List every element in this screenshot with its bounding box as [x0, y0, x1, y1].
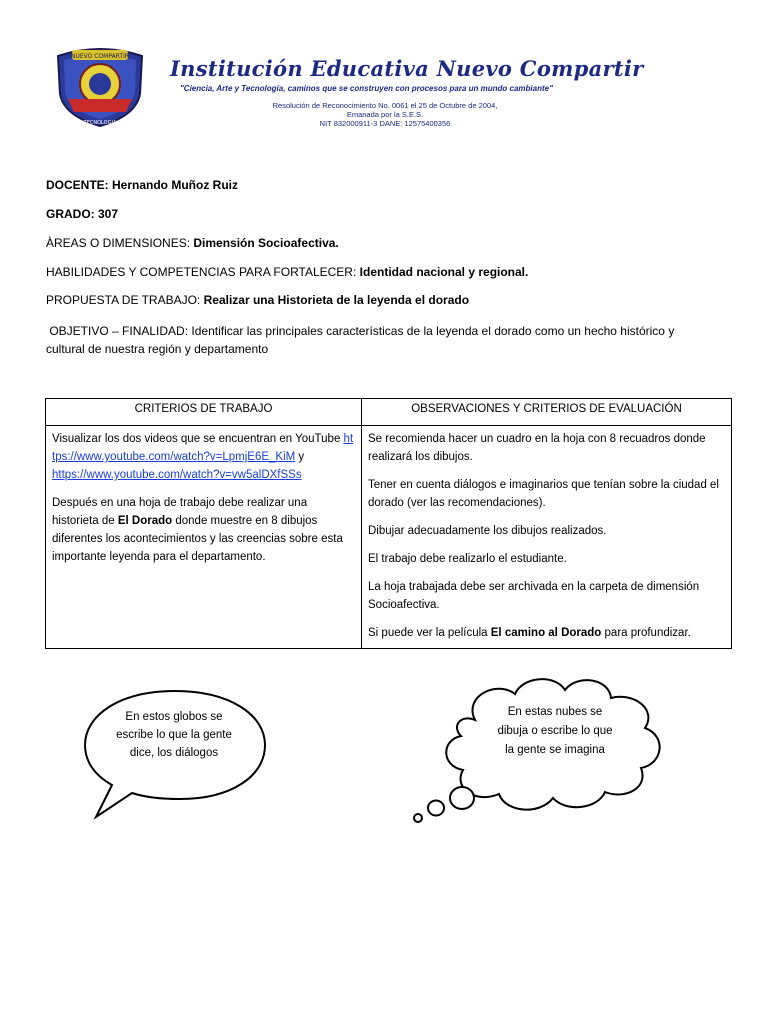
observaciones-cell — [362, 426, 732, 649]
speech-bubble-text: En estos globos se escribe lo que la gente dice, los diálogos — [116, 711, 232, 759]
historieta-text-b: donde muestre en 8 dibujos diferentes los acontecimientos y las creencias sobre esta importante leyenda para el departamento. — [52, 515, 343, 563]
propuesta-label: PROPUESTA DE TRABAJO: — [46, 293, 201, 307]
observation-item: El trabajo debe realizarlo el estudiante. — [368, 553, 567, 565]
table-header-row — [46, 399, 732, 426]
areas-value: Dimensión Socioafectiva. — [193, 236, 339, 250]
habilidades-line — [46, 265, 528, 280]
areas-label: ÀREAS O DIMENSIONES: — [46, 236, 191, 250]
observation-item: Se recomienda hacer un cuadro en la hoja con 8 recuadros donde realizará los dibujos. — [368, 433, 706, 463]
observation-item-movie — [368, 624, 725, 642]
observaciones-header: OBSERVACIONES Y CRITERIOS DE EVALUACIÓN — [362, 399, 732, 426]
grado-line: GRADO: 307 — [46, 207, 119, 221]
observation-item: Tener en cuenta diálogos e imaginarios que tenían sobre la ciudad el dorado (ver las recomendaciones). — [368, 479, 719, 509]
table-row — [46, 426, 732, 649]
criteria-table — [45, 398, 732, 649]
habilidades-label: HABILIDADES Y COMPETENCIAS PARA FORTALECER: — [46, 265, 357, 279]
objetivo-label: OBJETIVO – FINALIDAD: — [49, 324, 189, 338]
objetivo-line — [46, 322, 706, 358]
logo-top-text: NUEVO COMPARTIR — [70, 53, 130, 60]
institution-motto: "Ciencia, Arte y Tecnología, caminos que se construyen con procesos para un mundo cambiante" — [180, 84, 553, 93]
institution-name: Institución Educativa Nuevo Compartir — [170, 56, 644, 81]
institution-logo — [50, 44, 150, 128]
and-text: y — [298, 451, 305, 463]
emanada-line: Emanada por la S.E.S. — [346, 110, 424, 119]
propuesta-value: Realizar una Historieta de la leyenda el dorado — [203, 293, 470, 307]
movie-text-b: para profundizar. — [604, 627, 691, 639]
areas-line — [46, 236, 339, 251]
historieta-text-a: Después en una hoja de trabajo debe realizar una historieta de — [52, 497, 308, 527]
criterios-header: CRITERIOS DE TRABAJO — [46, 399, 362, 426]
nit-line: NIT 832000911-3 DANE: 12575400356 — [319, 119, 451, 128]
resolution-line: Resolución de Reconocimiento No. 0061 el 25 de Octubre de 2004, — [272, 101, 498, 110]
historieta-paragraph — [52, 494, 355, 566]
thought-cloud-text: En estas nubes se dibuja o escribe lo que la gente se imagina — [497, 706, 613, 756]
objetivo-value: Identificar las principales características de la leyenda el dorado como un hecho histórico y cultural de nuestra región y departamento — [46, 324, 675, 356]
habilidades-value: Identidad nacional y regional. — [359, 265, 529, 279]
videos-text: Visualizar los dos videos que se encuentran en YouTube — [52, 433, 341, 445]
movie-title: El camino al Dorado — [490, 627, 602, 639]
observation-item: Dibujar adecuadamente los dibujos realizados. — [368, 525, 607, 537]
youtube-link-1[interactable]: https://www.youtube.com/watch?v=LpmjE6E_KiM — [52, 433, 354, 463]
videos-paragraph — [52, 430, 355, 484]
propuesta-line — [46, 293, 469, 308]
observation-item: La hoja trabajada debe ser archivada en la carpeta de dimensión Socioafectiva. — [368, 581, 700, 611]
historieta-bold: El Dorado — [117, 515, 173, 527]
movie-text-a: Si puede ver la película — [368, 627, 488, 639]
criterios-cell — [46, 426, 362, 649]
youtube-link-2[interactable]: https://www.youtube.com/watch?v=vw5alDXfSSs — [52, 469, 302, 481]
docente-line: DOCENTE: Hernando Muñoz Ruiz — [46, 178, 238, 192]
logo-bottom-text: TECNOLOGIA — [83, 120, 117, 126]
